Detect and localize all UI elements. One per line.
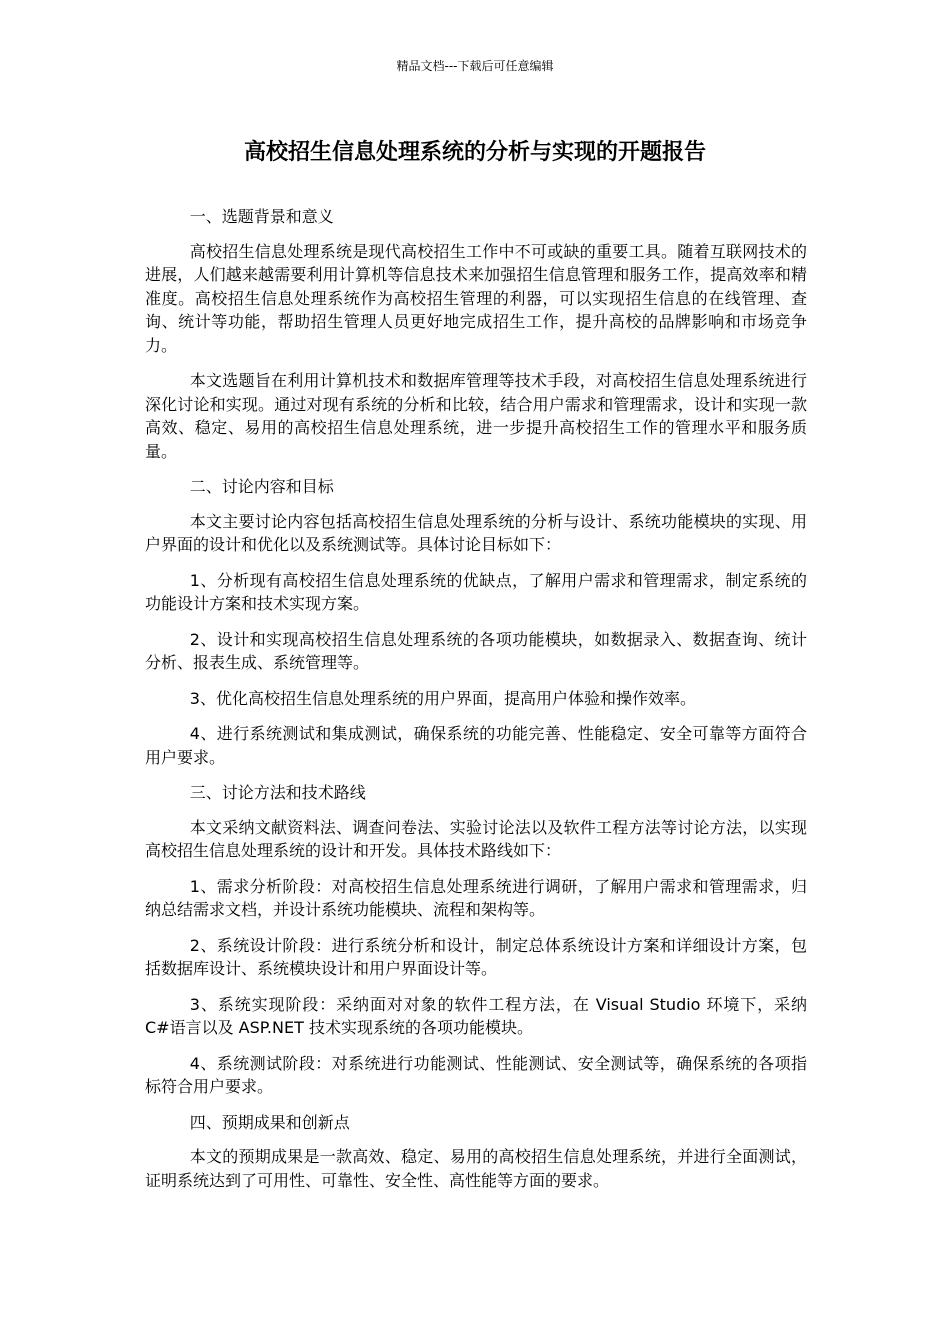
section-heading-outcomes: 四、预期成果和创新点 <box>189 1112 350 1132</box>
document-title: 高校招生信息处理系统的分析与实现的开题报告 <box>243 140 706 165</box>
section-heading-content-goals: 二、讨论内容和目标 <box>189 477 334 496</box>
list-item: 4、进行系统测试和集成测试，确保系统的功能完善、性能稳定、安全可靠等方面符合用户要求。 <box>145 724 807 767</box>
paragraph: 本文的预期成果是一款高效、稳定、易用的高校招生信息处理系统，并进行全面测试，证明系统达到了可用性、可靠性、安全性、高性能等方面的要求。 <box>145 1147 807 1190</box>
header-note: 精品文档---下载后可任意编辑 <box>396 59 554 73</box>
list-item: 2、设计和实现高校招生信息处理系统的各项功能模块，如数据录入、数据查询、统计分析、报表生成、系统管理等。 <box>145 629 807 672</box>
list-item: 1、需求分析阶段：对高校招生信息处理系统进行调研，了解用户需求和管理需求，归纳总结需求文档，并设计系统功能模块、流程和架构等。 <box>145 876 807 919</box>
paragraph: 本文主要讨论内容包括高校招生信息处理系统的分析与设计、系统功能模块的实现、用户界面的设计和优化以及系统测试等。具体讨论目标如下： <box>145 511 807 554</box>
document-body <box>145 205 807 1204</box>
paragraph: 本文选题旨在利用计算机技术和数据库管理等技术手段，对高校招生信息处理系统进行深化讨论和实现。通过对现有系统的分析和比较，结合用户需求和管理需求，设计和实现一款高效、稳定、易用的高校招生信息处理系统，进一步提升高校招生工作的管理水平和服务质量。 <box>145 371 807 461</box>
paragraph: 高校招生信息处理系统是现代高校招生工作中不可或缺的重要工具。随着互联网技术的进展，人们越来越需要利用计算机等信息技术来加强招生信息管理和服务工作，提高效率和精准度。高校招生信息处理系统作为高校招生管理的利器，可以实现招生信息的在线管理、查询、统计等功能，帮助招生管理人员更好地完成招生工作，提升高校的品牌影响和市场竞争力。 <box>145 241 807 355</box>
section-heading-background: 一、选题背景和意义 <box>189 207 334 226</box>
list-item: 3、优化高校招生信息处理系统的用户界面，提高用户体验和操作效率。 <box>189 688 696 708</box>
list-item: 1、分析现有高校招生信息处理系统的优缺点，了解用户需求和管理需求，制定系统的功能设计方案和技术实现方案。 <box>145 570 807 613</box>
section-heading-methods: 三、讨论方法和技术路线 <box>189 783 366 802</box>
paragraph: 本文采纳文献资料法、调查问卷法、实验讨论法以及软件工程方法等讨论方法，以实现高校招生信息处理系统的设计和开发。具体技术路线如下： <box>145 817 807 860</box>
list-item: 2、系统设计阶段：进行系统分析和设计，制定总体系统设计方案和详细设计方案，包括数据库设计、系统模块设计和用户界面设计等。 <box>145 935 807 978</box>
list-item: 3、系统实现阶段：采纳面对对象的软件工程方法，在 Visual Studio 环境下，采纳 C#语言以及 ASP.NET 技术实现系统的各项功能模块。 <box>145 994 807 1037</box>
list-item: 4、系统测试阶段：对系统进行功能测试、性能测试、安全测试等，确保系统的各项指标符合用户要求。 <box>145 1053 807 1096</box>
